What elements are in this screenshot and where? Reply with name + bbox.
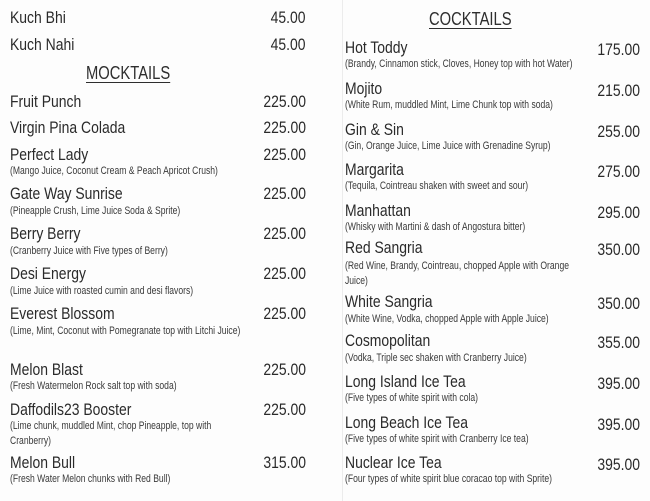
item-price: 175.00: [597, 40, 640, 59]
item-description: (Fresh Water Melon chunks with Red Bull): [10, 473, 171, 485]
item-price: 225.00: [263, 304, 306, 323]
item-name: Perfect Lady: [10, 145, 89, 164]
item-price: 255.00: [597, 122, 640, 141]
section-heading-cocktails: COCKTAILS: [429, 9, 512, 29]
item-name: Everest Blossom: [10, 304, 115, 323]
item-name: Nuclear Ice Tea: [345, 453, 442, 472]
item-description: (Cranberry Juice with Five types of Berry): [10, 245, 168, 257]
item-price: 225.00: [263, 360, 306, 379]
item-name: Mojito: [345, 79, 383, 98]
item-name: Daffodils23 Booster: [10, 400, 132, 419]
item-description: (White Rum, muddled Mint, Lime Chunk top with soda): [345, 99, 553, 111]
item-price: 215.00: [597, 81, 640, 100]
item-name: Fruit Punch: [10, 92, 82, 111]
item-name: Desi Energy: [10, 264, 86, 283]
item-description: (Lime, Mint, Coconut with Pomegranate top with Litchi Juice): [10, 325, 241, 337]
item-description: (Lime chunk, muddled Mint, chop Pineapple, top with Cranberry): [10, 420, 212, 447]
item-description: (Mango Juice, Coconut Cream & Peach Apricot Crush): [10, 165, 218, 177]
item-price: 395.00: [597, 455, 640, 474]
item-name: Manhattan: [345, 201, 411, 220]
item-description: (Five types of white spirit with cola): [345, 392, 479, 404]
item-price: 395.00: [597, 415, 640, 434]
item-name: Long Island Ice Tea: [345, 372, 466, 391]
item-name: Hot Toddy: [345, 38, 408, 57]
item-name: Margarita: [345, 160, 404, 179]
item-price: 315.00: [263, 453, 306, 472]
item-description: (Four types of white spirit blue coracao top with Sprite): [345, 473, 552, 485]
item-price: 225.00: [263, 92, 306, 111]
item-name: Melon Bull: [10, 453, 76, 472]
item-price: 350.00: [597, 294, 640, 313]
item-price: 45.00: [271, 8, 306, 27]
item-description: (Red Wine, Brandy, Cointreau, chopped Apple with Orange Juice): [345, 260, 570, 287]
item-price: 275.00: [597, 162, 640, 181]
item-name: Cosmopolitan: [345, 331, 431, 350]
item-name: Melon Blast: [10, 360, 83, 379]
item-name: Kuch Bhi: [10, 8, 66, 27]
item-price: 355.00: [597, 333, 640, 352]
item-price: 225.00: [263, 264, 306, 283]
item-price: 45.00: [271, 35, 306, 54]
item-name: Gate Way Sunrise: [10, 184, 123, 203]
item-price: 395.00: [597, 374, 640, 393]
item-name: Long Beach Ice Tea: [345, 413, 468, 432]
item-description: (Whisky with Martini & dash of Angostura bitter): [345, 221, 526, 233]
section-heading-mocktails: MOCKTAILS: [86, 63, 171, 83]
item-description: (Lime Juice with roasted cumin and desi flavors): [10, 285, 194, 297]
item-price: 350.00: [597, 240, 640, 259]
item-name: White Sangria: [345, 292, 433, 311]
item-description: (Tequila, Cointreau shaken with sweet and sour): [345, 180, 529, 192]
item-price: 225.00: [263, 400, 306, 419]
item-price: 225.00: [263, 184, 306, 203]
item-price: 225.00: [263, 145, 306, 164]
right-column: [335, 0, 650, 501]
item-price: 225.00: [263, 118, 306, 137]
item-description: (Gin, Orange Juice, Lime Juice with Grenadine Syrup): [345, 140, 551, 152]
item-name: Berry Berry: [10, 224, 81, 243]
item-name: Gin & Sin: [345, 120, 404, 139]
item-description: (Five types of white spirit with Cranberry Ice tea): [345, 433, 529, 445]
item-description: (White Wine, Vodka, chopped Apple with Apple Juice): [345, 313, 549, 325]
item-price: 225.00: [263, 224, 306, 243]
item-price: 295.00: [597, 203, 640, 222]
item-description: (Vodka, Triple sec shaken with Cranberry Juice): [345, 352, 527, 364]
item-description: (Pineapple Crush, Lime Juice Soda & Sprite): [10, 205, 181, 217]
item-description: (Brandy, Cinnamon stick, Cloves, Honey top with hot Water): [345, 58, 573, 70]
item-name: Virgin Pina Colada: [10, 118, 126, 137]
item-name: Red Sangria: [345, 238, 423, 257]
item-description: (Fresh Watermelon Rock salt top with soda): [10, 380, 177, 392]
item-name: Kuch Nahi: [10, 35, 75, 54]
